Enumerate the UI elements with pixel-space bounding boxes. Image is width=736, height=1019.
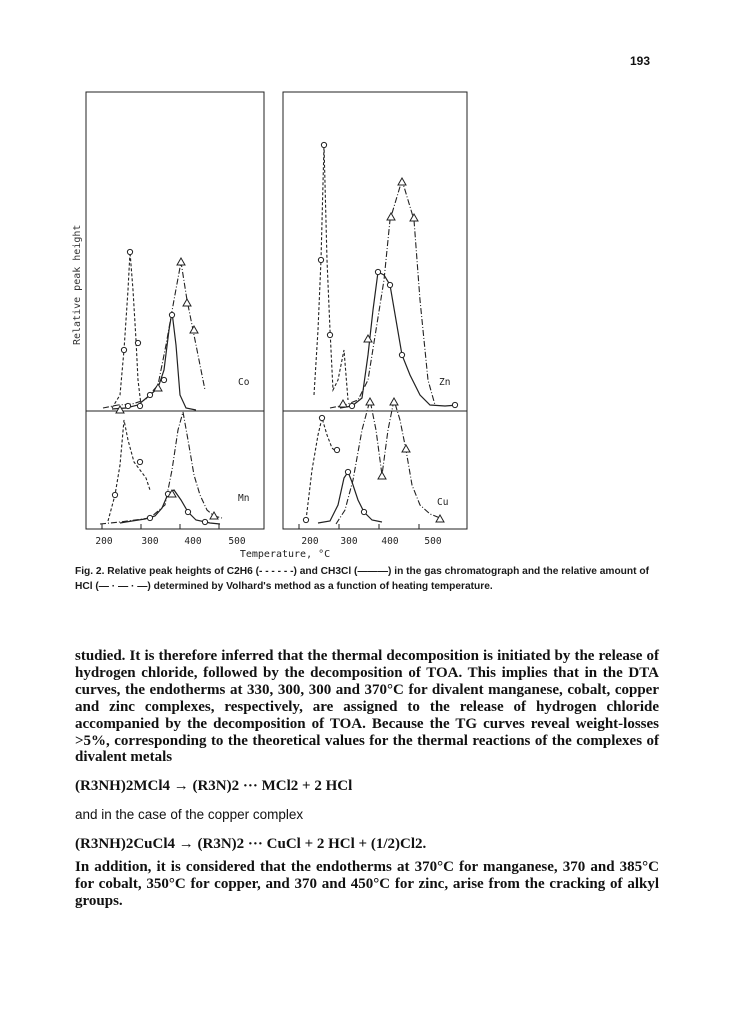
tick-label: 400 bbox=[381, 536, 399, 547]
y-axis-label: Relative peak height bbox=[72, 224, 83, 345]
left-frame bbox=[86, 92, 264, 529]
panel-label-cu: Cu bbox=[437, 497, 449, 508]
equation: (R3NH)2CuCl4 → (R3N)2 ··· CuCl + 2 HCl + (1/2)Cl2. bbox=[75, 836, 427, 853]
zn-markers bbox=[318, 142, 457, 408]
tick-label: 300 bbox=[141, 536, 159, 547]
co-ch3cl-curve bbox=[112, 312, 196, 410]
page-number: 193 bbox=[629, 54, 650, 68]
panel-label-co: Co bbox=[238, 377, 250, 388]
figure-caption: Fig. 2. Relative peak heights of C2H6 (- - - - - -) and CH3Cl (———) in the gas chromatograph and the relative amount of HCl (— · — · —) determined by Volhard's method as a function of heating temperature. bbox=[75, 566, 649, 592]
tick-label: 200 bbox=[301, 536, 319, 547]
mn-hcl-curve bbox=[100, 412, 222, 524]
tick-label: 500 bbox=[228, 536, 246, 547]
cu-c2h6-curve bbox=[306, 418, 337, 520]
tick-label: 300 bbox=[340, 536, 358, 547]
paragraph: studied. It is therefore inferred that the thermal decomposition is initiated by the release of hydrogen chloride, followed by the decomposition of TOA. This implies that in the DTA curves, the endotherms at 330, 300, 300 and 370°C for divalent manganese, cobalt, copper and zinc complexes, respectively, are assigned to the release of hydrogen chloride accompanied by the decomposition of TOA. Because the TG curves reveal weight-losses >5%, corresponding to the theoretical values for the thermal reactions of the complexes of divalent metals bbox=[75, 648, 659, 766]
equation: (R3NH)2MCl4 → (R3N)2 ··· MCl2 + 2 HCl bbox=[75, 778, 353, 795]
x-axis-label: Temperature, °C bbox=[239, 549, 331, 560]
mn-c2h6-curve bbox=[108, 420, 150, 521]
tick-label: 500 bbox=[424, 536, 442, 547]
co-hcl-curve bbox=[103, 262, 205, 408]
body-text bbox=[75, 648, 659, 910]
paragraph: In addition, it is considered that the endotherms at 370°C for manganese, 370 and 385°C for cobalt, 350°C for copper, and 370 and 450°C for zinc, arise from the cracking of alkyl groups. bbox=[75, 859, 659, 909]
mn-markers bbox=[112, 459, 218, 524]
zn-c2h6-curve bbox=[314, 145, 348, 400]
panel-label-zn: Zn bbox=[439, 377, 451, 388]
cu-hcl-curve bbox=[336, 400, 440, 524]
right-frame bbox=[283, 92, 467, 529]
paragraph: and in the case of the copper complex bbox=[75, 807, 304, 823]
co-c2h6-curve bbox=[112, 252, 141, 408]
tick-label: 200 bbox=[95, 536, 113, 547]
cu-ch3cl-curve bbox=[318, 472, 382, 523]
tick-label: 400 bbox=[184, 536, 202, 547]
panel-label-mn: Mn bbox=[238, 493, 250, 504]
